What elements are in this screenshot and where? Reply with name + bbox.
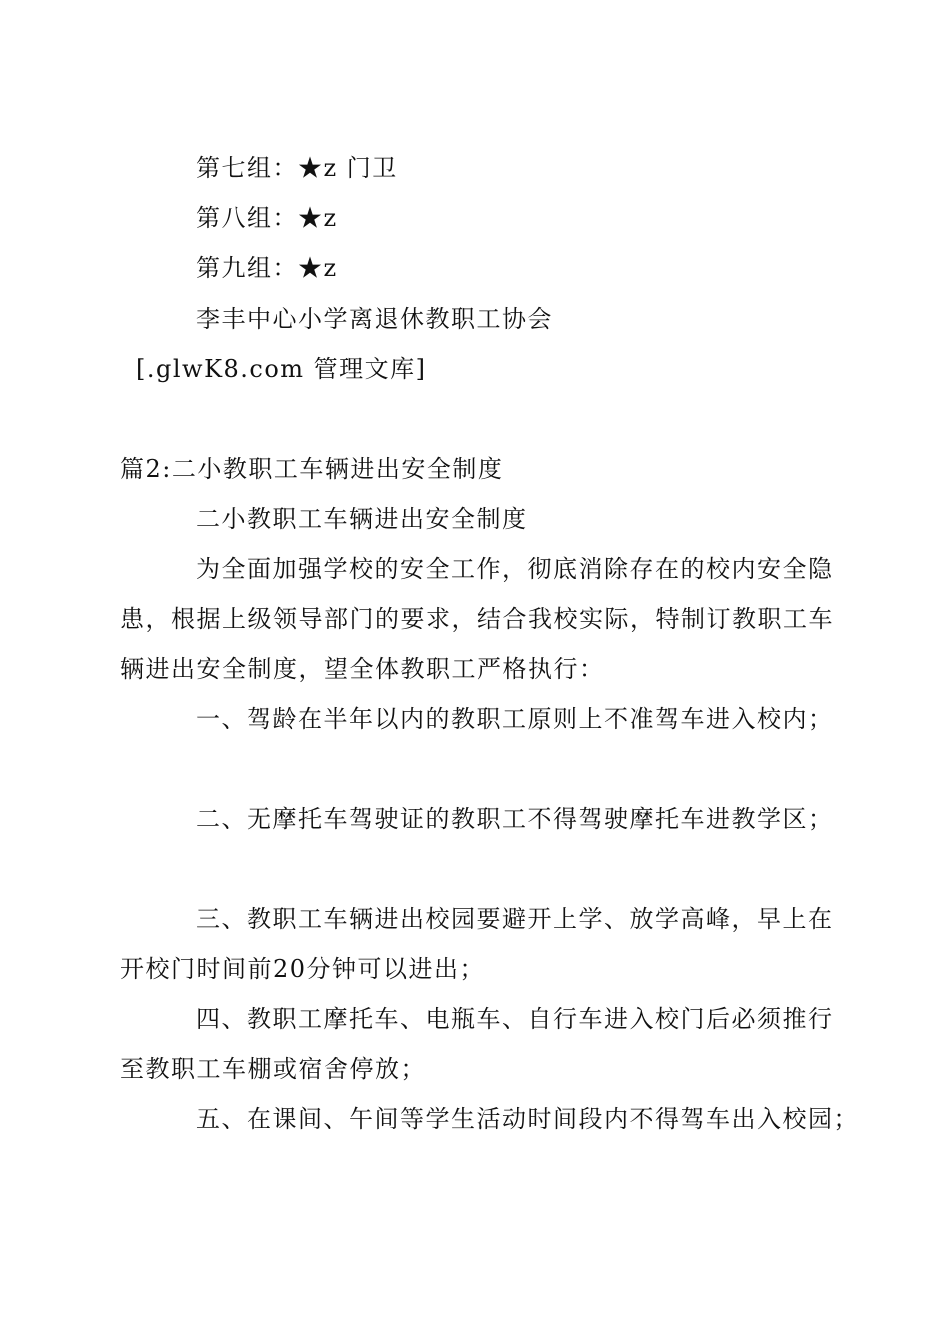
rule-item-2: 二、无摩托车驾驶证的教职工不得驾驶摩托车进教学区；: [196, 805, 834, 833]
intro-paragraph-line: 为全面加强学校的安全工作，彻底消除存在的校内安全隐: [196, 555, 834, 583]
rule-item-1: 一、驾龄在半年以内的教职工原则上不准驾车进入校内；: [196, 705, 834, 733]
rule-item-3: 三、教职工车辆进出校园要避开上学、放学高峰，早上在: [196, 905, 834, 933]
rule-item-4: 四、教职工摩托车、电瓶车、自行车进入校门后必须推行: [196, 1005, 834, 1033]
group-eight-line: 第八组：★z: [196, 204, 338, 232]
group-seven-line: 第七组：★z 门卫: [196, 154, 398, 182]
intro-paragraph-line: 辆进出安全制度，望全体教职工严格执行：: [120, 655, 605, 683]
group-nine-line: 第九组：★z: [196, 254, 338, 282]
rule-item-5: 五、在课间、午间等学生活动时间段内不得驾车出入校园；: [196, 1105, 859, 1133]
association-signature: 李丰中心小学离退休教职工协会: [196, 305, 553, 333]
source-note: [.glwK8.com 管理文库]: [136, 355, 427, 383]
intro-paragraph-line: 患，根据上级领导部门的要求，结合我校实际，特制订教职工车: [120, 605, 834, 633]
rule-item-3-cont: 开校门时间前20分钟可以进出；: [120, 955, 486, 983]
section-heading: 篇2:二小教职工车辆进出安全制度: [120, 455, 504, 483]
document-title: 二小教职工车辆进出安全制度: [196, 505, 528, 533]
rule-item-4-cont: 至教职工车棚或宿舍停放；: [120, 1055, 426, 1083]
